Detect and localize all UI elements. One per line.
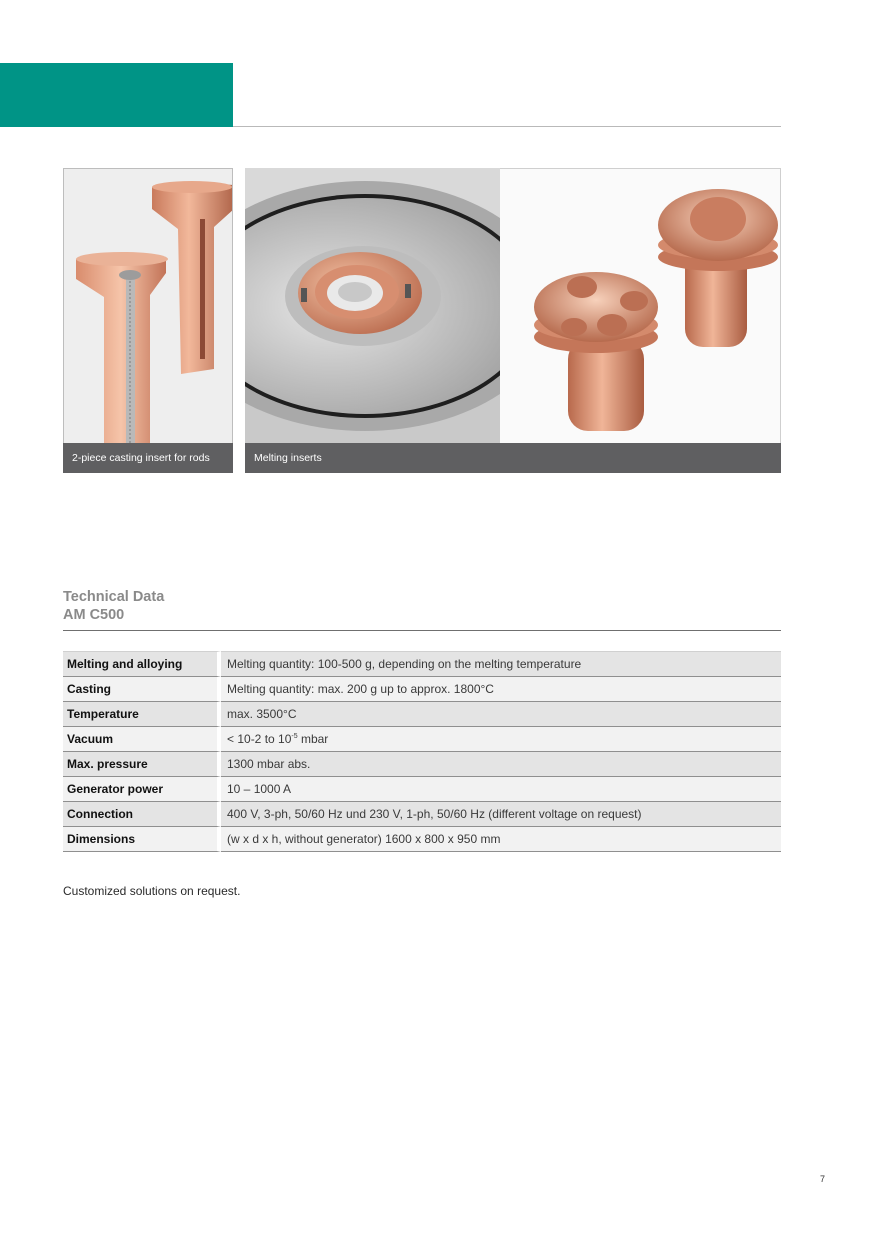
spec-value: Melting quantity: 100-500 g, depending on the melting temperature bbox=[221, 651, 781, 677]
spec-label: Vacuum bbox=[63, 727, 221, 752]
technical-data-table bbox=[63, 651, 781, 852]
section-rule bbox=[63, 630, 781, 631]
section-title-line-2: AM C500 bbox=[63, 607, 125, 623]
header-rule bbox=[233, 126, 781, 127]
spec-label: Melting and alloying bbox=[63, 651, 221, 677]
table-row bbox=[63, 827, 781, 852]
casting-insert-photo bbox=[63, 168, 233, 443]
spec-label: Generator power bbox=[63, 777, 221, 802]
spec-value: max. 3500°C bbox=[221, 702, 781, 727]
spec-value: 400 V, 3-ph, 50/60 Hz und 230 V, 1-ph, 50/60 Hz (different voltage on request) bbox=[221, 802, 781, 827]
photo-caption-casting-insert: 2-piece casting insert for rods bbox=[63, 443, 233, 473]
melting-inserts-photo bbox=[500, 168, 781, 443]
spec-value: (w x d x h, without generator) 1600 x 800 x 950 mm bbox=[221, 827, 781, 852]
table-row bbox=[63, 727, 781, 752]
table-row bbox=[63, 702, 781, 727]
table-row bbox=[63, 802, 781, 827]
spec-value: 10 – 1000 A bbox=[221, 777, 781, 802]
section-title-line-1: Technical Data bbox=[63, 589, 165, 605]
table-row bbox=[63, 677, 781, 702]
table-row bbox=[63, 752, 781, 777]
spec-value-suffix: mbar bbox=[297, 732, 329, 746]
spec-value-prefix: < 10-2 to 10 bbox=[227, 732, 292, 746]
spec-label: Connection bbox=[63, 802, 221, 827]
photo-caption-melting-inserts: Melting inserts bbox=[245, 443, 781, 473]
spec-value bbox=[221, 727, 781, 752]
melting-chamber-photo bbox=[245, 168, 500, 443]
spec-label: Dimensions bbox=[63, 827, 221, 852]
header-accent-bar bbox=[0, 63, 233, 127]
spec-label: Max. pressure bbox=[63, 752, 221, 777]
page-number: 7 bbox=[820, 1174, 826, 1184]
section-title bbox=[63, 588, 164, 624]
table-row bbox=[63, 651, 781, 677]
spec-value: 1300 mbar abs. bbox=[221, 752, 781, 777]
spec-label: Temperature bbox=[63, 702, 221, 727]
table-row bbox=[63, 777, 781, 802]
spec-value-exponent: -5 bbox=[291, 733, 298, 740]
spec-value: Melting quantity: max. 200 g up to approx. 1800°C bbox=[221, 677, 781, 702]
spec-label: Casting bbox=[63, 677, 221, 702]
customization-note: Customized solutions on request. bbox=[63, 884, 241, 898]
